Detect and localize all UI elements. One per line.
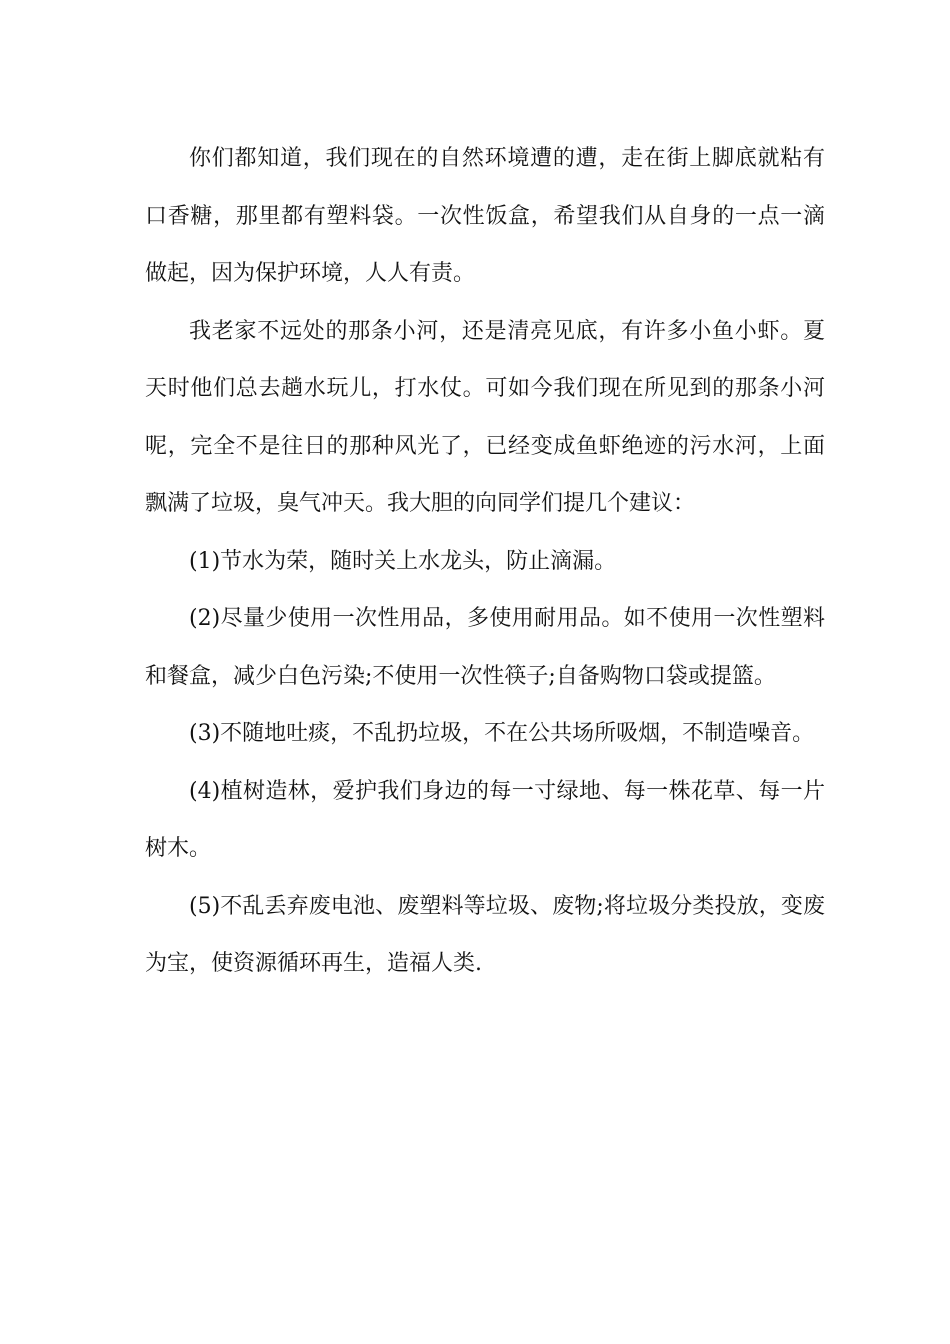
paragraph-environment-intro: 你们都知道，我们现在的自然环境遭的遭，走在街上脚底就粘有口香糖，那里都有塑料袋。一次性饭盒，希望我们从自身的一点一滴做起，因为保护环境，人人有责。 — [145, 146, 825, 286]
suggestion-item-4: (4)植树造林，爱护我们身边的每一寸绿地、每一株花草、每一片树木。 — [145, 778, 825, 861]
suggestion-item-5: (5)不乱丢弃废电池、废塑料等垃圾、废物;将垃圾分类投放，变废为宝，使资源循环再生，造福人类. — [145, 893, 825, 976]
paragraph-river-story: 我老家不远处的那条小河，还是清亮见底，有许多小鱼小虾。夏天时他们总去趟水玩儿，打水仗。可如今我们现在所见到的那条小河呢，完全不是往日的那种风光了，已经变成鱼虾绝迹的污水河，上面飘满了垃圾，臭气冲天。我大胆的向同学们提几个建议： — [145, 318, 825, 516]
suggestion-item-2: (2)尽量少使用一次性用品，多使用耐用品。如不使用一次性塑料和餐盒，减少白色污染;不使用一次性筷子;自备购物口袋或提篮。 — [145, 606, 825, 689]
suggestion-item-3: (3)不随地吐痰，不乱扔垃圾，不在公共场所吸烟，不制造噪音。 — [189, 721, 815, 746]
document-body — [145, 130, 825, 993]
suggestion-item-1: (1)节水为荣，随时关上水龙头，防止滴漏。 — [189, 548, 617, 574]
